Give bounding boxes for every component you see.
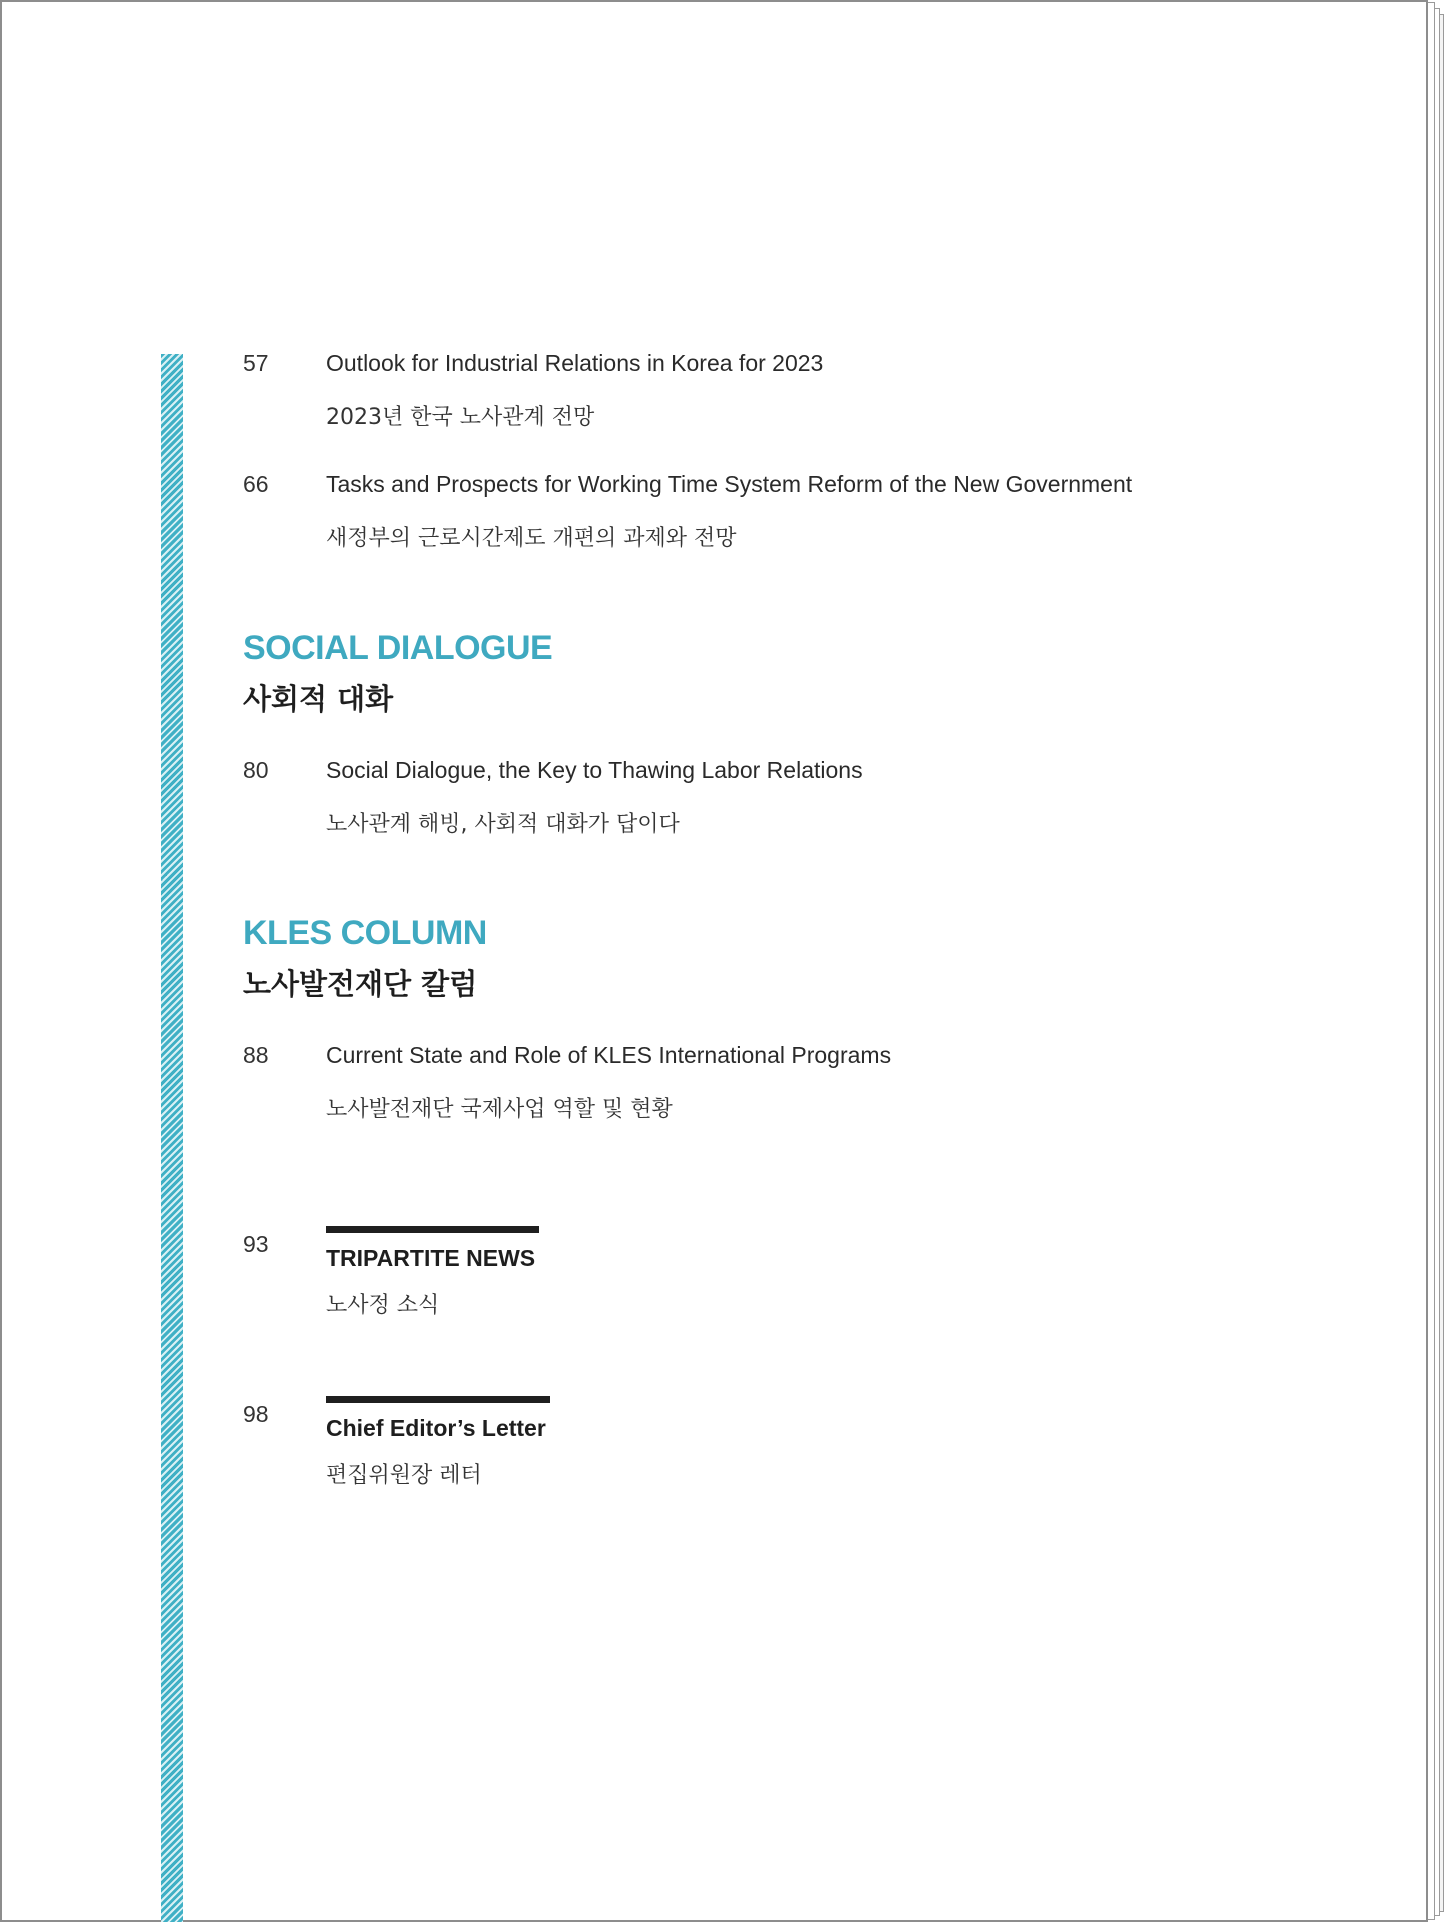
page-stack-edge <box>1428 2 1435 1920</box>
section-heading-social-dialogue-ko: 사회적 대화 <box>243 682 394 716</box>
toc-title-ko: 노사정 소식 <box>326 1293 440 1318</box>
toc-title-ko: 노사관계 해빙, 사회적 대화가 답이다 <box>326 812 680 837</box>
toc-title-ko: 새정부의 근로시간제도 개편의 과제와 전망 <box>326 526 737 551</box>
toc-title-en: Outlook for Industrial Relations in Korea for 2023 <box>326 350 824 376</box>
toc-title-ko: 2023년 한국 노사관계 전망 <box>326 405 595 430</box>
toc-page-number: 93 <box>243 1231 269 1257</box>
section-heading-social-dialogue: SOCIAL DIALOGUE <box>243 629 553 667</box>
toc-title-en: Chief Editor’s Letter <box>326 1415 546 1441</box>
section-rule <box>326 1226 539 1233</box>
toc-title-en: Social Dialogue, the Key to Thawing Labor Relations <box>326 757 863 783</box>
section-rule <box>326 1396 550 1403</box>
toc-title-en: Tasks and Prospects for Working Time System Reform of the New Government <box>326 471 1133 497</box>
toc-title-en: Current State and Role of KLES International Programs <box>326 1042 892 1068</box>
toc-page-number: 57 <box>243 350 269 376</box>
toc-title-en: TRIPARTITE NEWS <box>326 1245 536 1271</box>
section-heading-kles-column: KLES COLUMN <box>243 914 487 952</box>
toc-title-ko: 노사발전재단 국제사업 역할 및 현황 <box>326 1097 673 1122</box>
toc-page-number: 80 <box>243 757 269 783</box>
section-heading-kles-column-ko: 노사발전재단 칼럼 <box>243 967 478 1001</box>
decorative-side-stripe <box>161 354 183 1922</box>
toc-page-number: 98 <box>243 1401 269 1427</box>
toc-page-number: 88 <box>243 1042 269 1068</box>
toc-page-number: 66 <box>243 471 269 497</box>
toc-title-ko: 편집위원장 레터 <box>326 1463 482 1488</box>
